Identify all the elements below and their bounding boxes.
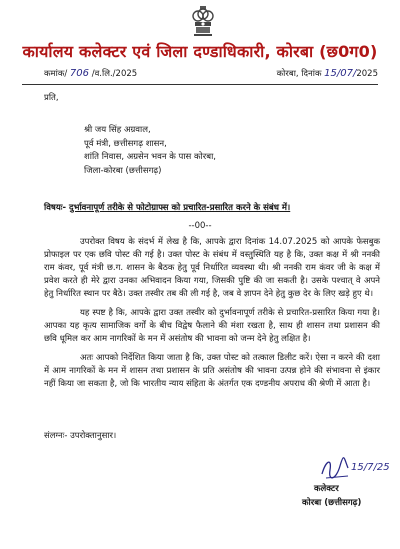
signatory-place: कोरबा (छत्तीसगढ़) (302, 498, 362, 508)
letter-date-prefix: कोरबा, दिनांक (276, 69, 322, 79)
letter-number-handwritten: 706 (69, 68, 90, 79)
body-paragraph: यह स्पष्ट है कि, आपके द्वारा उक्त तस्वीर को दुर्भावनापूर्ण तरीके से प्रचारित-प्रसारित किया गया है। आपका यह कृत्य सामाजिक वर्गों के बीच विद्वेष फैलाने की मंशा रखता है, साथ ही शासन तथा प्रशासन की छवि धूमिल कर आम नागरिकों के मन में असंतोष की भावना को जन्म देने हेतु लक्षित है। (44, 308, 380, 344)
subject-text: दुर्भावनापूर्ण तरीके से फोटोग्राफ्स को प्रचारित-प्रसारित करने के संबंध में। (68, 203, 291, 213)
letter-number-prefix: कमांक/ (44, 69, 68, 79)
address-line: शांति निवास, अग्रसेन भवन के पास कोरबा, (84, 152, 216, 162)
separator: --00-- (188, 221, 212, 231)
body-paragraph: उपरोक्त विषय के संदर्भ में लेख है कि, आपके द्वारा दिनांक 14.07.2025 को आपके फेसबुक प्रोफाइल पर एक छवि पोस्ट की गई है। उक्त पोस्ट के संबंध में वस्तुस्थिति यह है कि, उक्त कक्ष में श्री ननकी राम कंवर, पूर्व मंत्री छ.ग. शासन के बैठक हेतु पूर्व निर्धारित व्यवस्था थी। श्री ननकी राम कंवर जी के कक्ष में प्रवेश करते ही मेरे द्वारा उनका अभिवादन किया गया, जिसकी पुष्टि की जा सकती है। उसके पश्चात् वे अपने हेतु निर्धारित स्थान पर बैठे। उक्त तस्वीर तब की ली गई है, जब वे ज्ञापन देने हेतु कुछ देर के लिए खड़े हुए थे। (44, 237, 380, 299)
header-divider (22, 84, 378, 85)
recipient-address (84, 124, 216, 178)
address-line: पूर्व मंत्री, छत्तीसगढ़ शासन, (84, 138, 167, 149)
svg-text:15/7/25: 15/7/25 (351, 462, 390, 473)
body-paragraph: अतः आपको निर्देशित किया जाता है कि, उक्त पोस्ट को तत्काल डिलीट करें। ऐसा न करने की दशा में आम नागरिकों के मन में शासन तथा प्रशासन के प्रति असंतोष की भावना उत्पन्न होने की संभावना से इंकार नहीं किया जा सकता है, जो कि भारतीय न्याय संहिता के अंतर्गत एक दण्डनीय अपराध की श्रेणी में आता है। (44, 353, 380, 389)
letter-number-suffix: /व.लि./2025 (91, 69, 138, 79)
letter-date-year: 2025 (356, 69, 378, 79)
subject-line (44, 202, 384, 213)
letter-date (277, 68, 378, 79)
signature-image (318, 452, 390, 484)
letter-body (44, 236, 380, 397)
recipient-salutation: प्रति, (44, 93, 59, 103)
office-title: कार्यालय कलेक्टर एवं जिला दण्डाधिकारी, कोरबा (छ0ग0) (22, 42, 378, 61)
address-line: श्री जय सिंह अग्रवाल, (84, 125, 151, 135)
address-line: जिला-कोरबा (छत्तीसगढ़) (84, 165, 162, 176)
signatory-designation: कलेक्टर (314, 484, 339, 494)
letter-number (44, 68, 137, 79)
enclosure-line: संलग्नः- उपरोक्तानुसार। (44, 431, 117, 441)
letter-date-handwritten: 15/07/ (324, 68, 357, 79)
state-emblem-icon (190, 4, 216, 40)
reference-row (44, 68, 378, 82)
subject-label: विषयः- (44, 203, 67, 213)
